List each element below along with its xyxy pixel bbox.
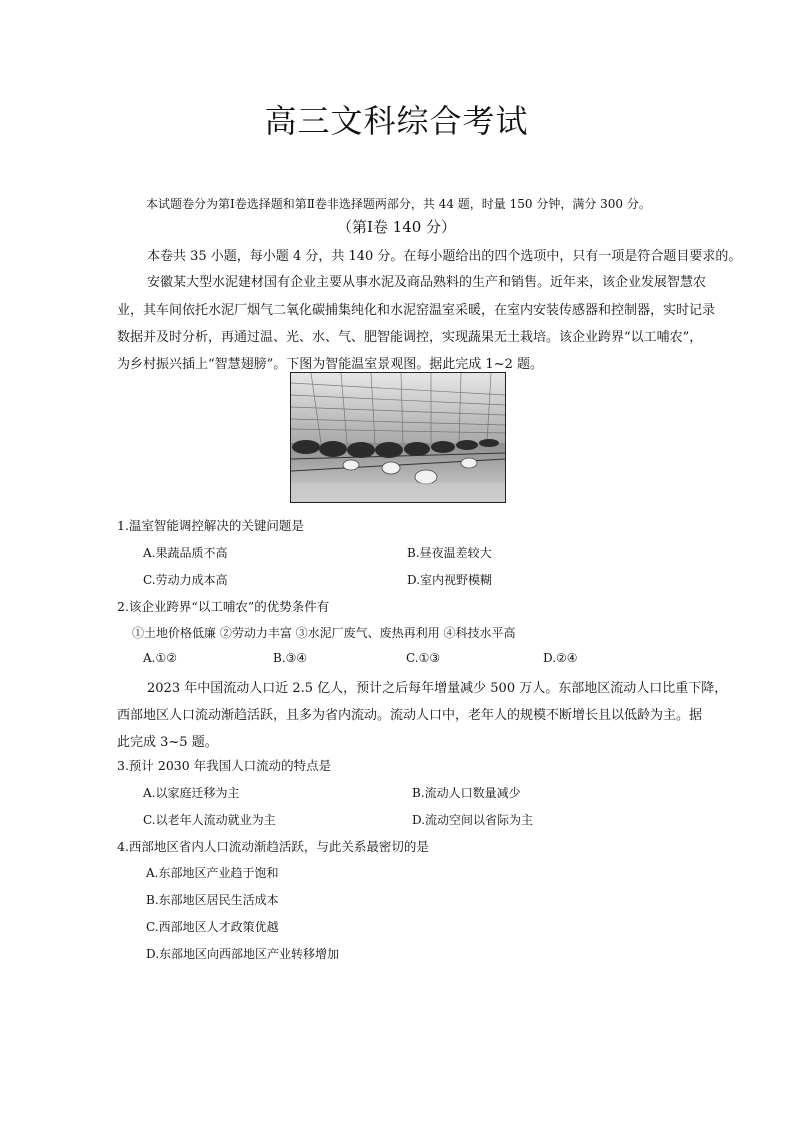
question-4-option-a[interactable]: A.东部地区产业趋于饱和 — [146, 866, 279, 880]
exam-intro: 本试题卷分为第Ⅰ卷选择题和第Ⅱ卷非选择题两部分，共 44 题，时量 150 分钟，满分 300 分。 — [146, 197, 651, 211]
page-title: 高三文科综合考试 — [264, 102, 529, 140]
question-2-stem: 2.该企业跨界“以工哺农”的优势条件有 — [117, 599, 330, 614]
question-1-option-c[interactable]: C.劳动力成本高 — [143, 573, 228, 587]
greenhouse-illustration — [291, 373, 505, 502]
section-instructions: 本卷共 35 小题，每小题 4 分，共 140 分。在每小题给出的四个选项中，只有一项是符合题目要求的。 — [147, 249, 742, 264]
passage2-line: 西部地区人口流动渐趋活跃，且多为省内流动。流动人口中，老年人的规模不断增长且以低龄为主。据 — [117, 708, 703, 723]
question-2-option-a[interactable]: A.①② — [143, 651, 177, 665]
question-3-option-a[interactable]: A.以家庭迁移为主 — [143, 786, 240, 800]
passage1-line: 为乡村振兴插上“智慧翅膀”。下图为智能温室景观图。据此完成 1~2 题。 — [117, 357, 543, 372]
question-3-option-d[interactable]: D.流动空间以省际为主 — [412, 813, 534, 827]
question-3-option-b[interactable]: B.流动人口数量减少 — [412, 786, 521, 800]
question-4-option-b[interactable]: B.东部地区居民生活成本 — [146, 893, 279, 907]
passage1-line: 数据并及时分析，再通过温、光、水、气、肥智能调控，实现蔬果无土栽培。该企业跨界“以工哺农”， — [117, 330, 703, 345]
question-1-stem: 1.温室智能调控解决的关键问题是 — [117, 518, 304, 533]
question-4-option-d[interactable]: D.东部地区向西部地区产业转移增加 — [146, 947, 340, 961]
question-1-option-a[interactable]: A.果蔬品质不高 — [143, 546, 228, 560]
section-heading: （第Ⅰ卷 140 分） — [336, 218, 457, 236]
question-1-option-d[interactable]: D.室内视野模糊 — [407, 573, 493, 587]
passage1-line: 业，其车间依托水泥厂烟气二氧化碳捕集纯化和水泥窑温室采暖，在室内安装传感器和控制器，实时记录 — [117, 303, 716, 318]
question-3-stem: 3.预计 2030 年我国人口流动的特点是 — [117, 758, 332, 773]
question-2-option-c[interactable]: C.①③ — [406, 651, 441, 665]
question-2-option-d[interactable]: D.②④ — [543, 651, 578, 665]
question-1-option-b[interactable]: B.昼夜温差较大 — [407, 546, 492, 560]
question-4-option-c[interactable]: C.西部地区人才政策优越 — [146, 920, 279, 934]
greenhouse-photo — [290, 372, 506, 503]
question-4-stem: 4.西部地区省内人口流动渐趋活跃，与此关系最密切的是 — [117, 839, 429, 854]
passage1-line: 安徽某大型水泥建材国有企业主要从事水泥及商品熟料的生产和销售。近年来，该企业发展智慧农 — [147, 275, 707, 290]
question-3-option-c[interactable]: C.以老年人流动就业为主 — [143, 813, 276, 827]
passage2-line: 此完成 3~5 题。 — [117, 735, 218, 750]
question-2-option-b[interactable]: B.③④ — [273, 651, 308, 665]
passage2-line: 2023 年中国流动人口近 2.5 亿人，预计之后每年增量减少 500 万人。东部地区流动人口比重下降， — [147, 681, 728, 696]
question-2-items: ①土地价格低廉 ②劳动力丰富 ③水泥厂废气、废热再利用 ④科技水平高 — [132, 626, 516, 640]
